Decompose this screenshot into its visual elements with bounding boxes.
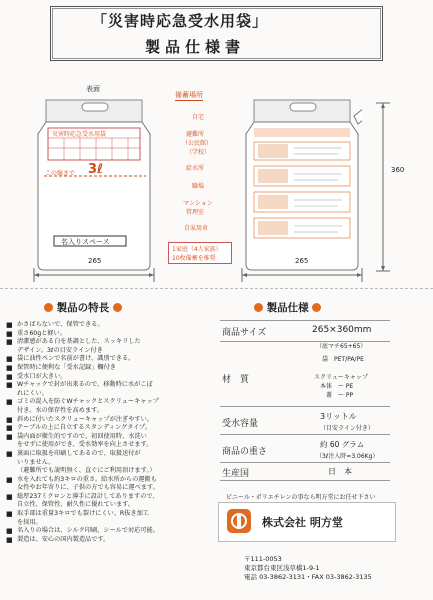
height-label: 360 (391, 166, 405, 174)
front-width-dimension (30, 268, 158, 282)
bullet-icon: ■ (6, 363, 13, 372)
bullet-icon: ■ (6, 355, 13, 364)
feature-item (6, 527, 202, 536)
feature-text: デザイン。3ℓの目安ライン付き (17, 346, 103, 354)
company-postal: 〒111-0053 (244, 555, 282, 563)
company-phone: 電話 03-3862-3131・FAX 03-3862-3135 (244, 573, 372, 581)
feature-item (6, 501, 202, 510)
feature-item (6, 338, 202, 347)
spec-value-material: 袋 PET/PA/PE (322, 356, 364, 363)
features-title-text: 製品の特長 (56, 302, 110, 314)
feature-text: Wチャックで封が出来るので、移動時に水がこぼ (17, 381, 153, 389)
specs-title-dot-left (254, 303, 263, 312)
feature-item (6, 484, 202, 493)
bullet-icon (6, 467, 17, 476)
features-title-dot-right (113, 303, 122, 312)
spec-sub-material-lid: 蓋 ー PP (326, 392, 354, 399)
feature-text: かさばらないで、保管できる。 (17, 321, 104, 328)
feature-text: 水を入れても約3キロの重さ。給水所からの運搬も (17, 475, 157, 483)
place-mansion: マンション (183, 200, 213, 207)
feature-item (6, 536, 202, 545)
feature-text: いりません。 (17, 458, 55, 466)
feature-text: 女性やお年寄りに、子供の方でも容易に運べます。 (17, 484, 159, 492)
section-divider (0, 288, 433, 289)
place-management-room: 管理室 (186, 209, 205, 216)
company-banner: ビニール・ポリエチレンの事なら明方堂にお任せ下さい (226, 494, 376, 501)
place-home: 自宅 (192, 114, 205, 121)
bullet-icon: ■ (6, 475, 13, 484)
feature-item (6, 398, 202, 407)
front-width-label: 265 (88, 257, 102, 265)
spec-sub-material-cap: スクリューキャップ (314, 374, 368, 381)
feature-item (6, 424, 202, 433)
spec-value-weight: 約 60 グラム (320, 440, 365, 449)
bullet-icon: ■ (6, 510, 13, 519)
places-title: 備蓄場所 (175, 91, 203, 99)
place-workplace: 職場 (192, 183, 205, 190)
page-title: 「災害時応急受水用袋」 (92, 12, 269, 30)
bullet-icon: ■ (6, 432, 13, 441)
feature-text: 袋内面が衛生的ですので、初回使用時、水洗い (17, 432, 147, 440)
bullet-icon: ■ (6, 329, 13, 338)
page-subtitle: 製品仕様書 (145, 38, 246, 56)
company-name: 株式会社 明方堂 (262, 516, 343, 529)
height-dimension (376, 102, 390, 272)
specs-title-dot-right (312, 303, 321, 312)
bullet-icon: ■ (6, 492, 13, 501)
feature-text: を採用。 (17, 518, 42, 526)
bullet-icon (6, 441, 17, 450)
spec-label-material: 材 質 (222, 375, 250, 385)
spec-value-capacity: 3リットル (320, 412, 357, 421)
company-address: 東京都台東区浅草橋1-9-1 (244, 564, 320, 572)
feature-text: 付き。水の保存性を高めます。 (17, 406, 103, 414)
bullet-icon: ■ (6, 372, 13, 381)
spec-label-size: 商品サイズ (222, 328, 267, 338)
feature-text: テーブルの上に自立するスタンディングタイプ。 (17, 424, 152, 432)
feature-item (6, 459, 202, 468)
feature-item (6, 441, 202, 450)
feature-item (6, 467, 202, 476)
bag-title: 災害時応急受水用袋 (52, 131, 107, 138)
bullet-icon: ■ (6, 527, 13, 536)
feature-text: 名入りの場合は、シルク印刷、シールで対応可能。 (17, 527, 159, 535)
place-community-hall: （公民館） (182, 140, 213, 147)
place-school: （学校） (186, 149, 211, 156)
spec-sub-size: （底マチ65+65） (316, 343, 367, 350)
bullet-icon: ■ (6, 449, 13, 458)
feature-item (6, 373, 202, 382)
feature-text: 清潔感がある白を基調とした、スッキリした (17, 338, 141, 346)
feature-item (6, 364, 202, 373)
bullet-icon: ■ (6, 381, 13, 390)
bullet-icon: ■ (6, 321, 13, 329)
spec-label-weight: 商品の重さ (222, 447, 268, 457)
feature-item (6, 450, 202, 459)
volume-note: この線まで (45, 170, 76, 177)
feature-item (6, 321, 202, 330)
features-list (6, 321, 202, 544)
feature-item (6, 407, 202, 416)
feature-text: 総厚237ミクロンと薄手に設計してありますので、 (17, 492, 159, 500)
feature-item (6, 476, 202, 485)
bullet-icon (6, 484, 17, 493)
spec-label-capacity: 受水容量 (222, 419, 259, 429)
bullet-icon: ■ (6, 535, 13, 544)
bullet-icon (6, 407, 17, 416)
features-title-dot-left (44, 303, 53, 312)
back-bag-illustration (242, 94, 362, 272)
feature-text: 袋に油性ペンで名前が書け、識別できる。 (17, 355, 135, 363)
feature-item (6, 381, 202, 390)
place-water-station: 給水所 (186, 165, 205, 172)
bullet-icon: ■ (6, 424, 13, 433)
feature-text: （避難所でも説明無く、直ぐにご利用頂けます。） (17, 467, 156, 475)
feature-text: 取手部は重量3キロでも裂けにくい、R抜き加工 (17, 510, 149, 518)
spec-label-country: 生産国 (222, 469, 250, 479)
spec-sub-material-body: 本体 ー PE (320, 383, 354, 390)
front-label: 表面 (86, 85, 100, 93)
feature-text: 受水口が大きい。 (17, 372, 67, 380)
specs-title-text: 製品仕様 (266, 302, 309, 314)
feature-text: 斜めに付いたスクリューキャップが注ぎやすい。 (17, 415, 153, 423)
bullet-icon (6, 347, 17, 356)
volume-mark: 3ℓ (88, 162, 104, 177)
stock-note-line1: 1家庭（4人家族） (172, 246, 222, 253)
spec-value-size: 265×360mm (312, 325, 372, 335)
feature-item (6, 510, 202, 519)
specs-title (254, 300, 321, 315)
feature-text: をせずに使用ができ、受水効率を向上させます。 (17, 441, 153, 449)
spec-sub-capacity: （目安ライン付き） (320, 425, 374, 432)
bullet-icon: ■ (6, 415, 13, 424)
bullet-icon (6, 390, 17, 399)
feature-text: 保管時に便利な「受水記録」欄付き (17, 363, 116, 371)
feature-text: ゴミの混入を防ぐWチャックとスクリューキャップ (17, 398, 159, 406)
feature-item (6, 416, 202, 425)
bullet-icon: ■ (6, 398, 13, 407)
feature-item (6, 355, 202, 364)
feature-text: 製造は、安心の国内製造品です。 (17, 535, 110, 543)
feature-item (6, 519, 202, 528)
features-title (44, 300, 122, 315)
bullet-icon (6, 459, 17, 468)
feature-text: 重さ60gと軽い。 (17, 329, 66, 337)
company-logo-icon (226, 508, 252, 534)
stock-note-line2: 10枚備蓄を推奨 (172, 255, 216, 262)
feature-item (6, 330, 202, 339)
back-width-dimension (238, 268, 366, 282)
feature-text: 自立性、保管性、耐久性に優れています。 (17, 501, 135, 509)
place-car: 自家用車 (184, 225, 209, 232)
bullet-icon (6, 519, 17, 528)
feature-text: れにくい。 (17, 389, 48, 397)
spec-value-country: 日 本 (328, 467, 352, 476)
bullet-icon: ■ (6, 338, 13, 347)
back-width-label: 265 (295, 257, 309, 265)
bullet-icon (6, 501, 17, 510)
spec-sub-weight: （3ℓ注入時=3.06Kg） (316, 453, 379, 460)
place-shelter: 避難所 (186, 131, 205, 138)
name-space-label: 名入りスペース (61, 238, 110, 246)
feature-text: 裏面に取扱を印刷してあるので、取扱送付が (17, 449, 141, 457)
